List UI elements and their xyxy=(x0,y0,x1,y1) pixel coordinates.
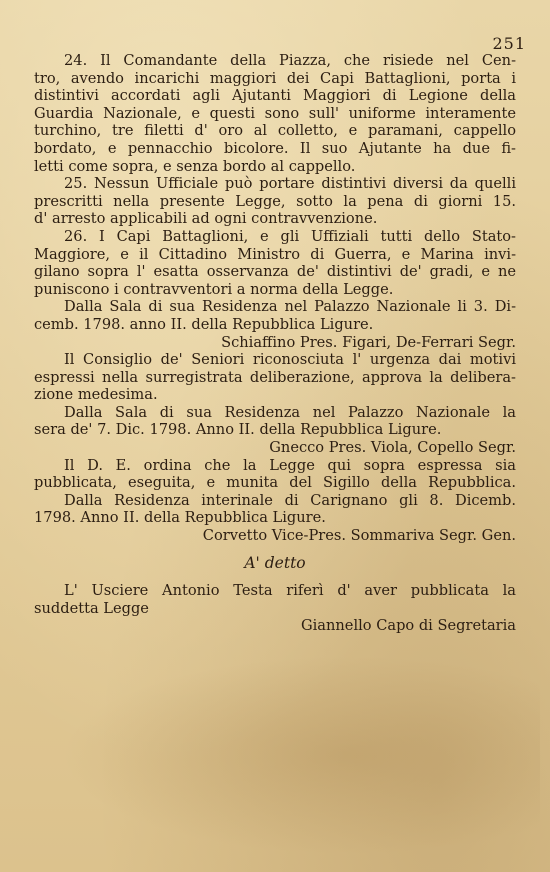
text-line: Il Consiglio de' Seniori riconosciuta l' urgenza dai motivi xyxy=(64,351,516,369)
text-line: Il D. E. ordina che la Legge qui sopra espressa sia xyxy=(64,456,516,474)
text-line: suddetta Legge xyxy=(34,599,149,617)
text-line: 1798. Anno II. della Repubblica Ligure. xyxy=(34,509,326,527)
line-spacer xyxy=(34,572,516,582)
text-line: 26. I Capi Battaglioni, e gli Uffiziali tutti dello Stato- xyxy=(64,227,516,245)
text-line: Guardia Nazionale, e questi sono sull' uniforme interamente xyxy=(34,104,516,122)
text-line: Dalla Residenza interinale di Carignano gli 8. Dicemb. xyxy=(64,491,516,509)
text-line: d' arresto applicabili ad ogni contravvenzione. xyxy=(34,210,378,228)
text-line: letti come sopra, e senza bordo al cappello. xyxy=(34,157,356,175)
text-line: Dalla Sala di sua Residenza nel Palazzo Nazionale la xyxy=(64,403,516,421)
text-line: prescritti nella presente Legge, sotto la pena di giorni 15. xyxy=(34,192,516,210)
text-line: 24. Il Comandante della Piazza, che risiede nel Cen- xyxy=(64,52,516,69)
page-number: 251 xyxy=(492,34,526,53)
text-line: zione medesima. xyxy=(34,386,158,404)
text-line: bordato, e pennacchio bicolore. Il suo Ajutante ha due fi- xyxy=(34,139,516,157)
text-line: Maggiore, e il Cittadino Ministro di Guerra, e Marina invi- xyxy=(34,245,516,263)
text-line: espressi nella surregistrata deliberazione, approva la delibera- xyxy=(34,368,516,386)
text-line: sera de' 7. Dic. 1798. Anno II. della Repubblica Ligure. xyxy=(34,421,442,439)
text-line: Corvetto Vice-Pres. Sommariva Segr. Gen. xyxy=(202,527,516,545)
text-line: Schiaffino Pres. Figari, De-Ferrari Segr. xyxy=(221,333,516,351)
text-line: 25. Nessun Ufficiale può portare distintivi diversi da quelli xyxy=(64,175,516,193)
line-spacer xyxy=(34,545,516,555)
water-stain xyxy=(60,655,540,855)
document-body xyxy=(34,52,516,635)
text-line: Gnecco Pres. Viola, Copello Segr. xyxy=(269,439,516,457)
text-line: Dalla Sala di sua Residenza nel Palazzo Nazionale li 3. Di- xyxy=(64,298,516,316)
text-line: Giannello Capo di Segretaria xyxy=(300,617,516,635)
text-line: tro, avendo incarichi maggiori dei Capi Battaglioni, porta i xyxy=(34,69,516,87)
text-line: gilano sopra l' esatta osservanza de' distintivi de' gradi, e ne xyxy=(34,263,516,281)
text-line: puniscono i contravventori a norma della Legge. xyxy=(34,280,394,298)
text-line: turchino, tre filetti d' oro al colletto, e paramani, cappello xyxy=(34,122,516,140)
text-line: L' Usciere Antonio Testa riferì d' aver pubblicata la xyxy=(64,582,516,600)
text-line: pubblicata, eseguita, e munita del Sigillo della Repubblica. xyxy=(34,474,516,492)
section-heading: A' detto xyxy=(244,554,306,572)
text-line: cemb. 1798. anno II. della Repubblica Ligure. xyxy=(34,315,374,333)
text-line: distintivi accordati agli Ajutanti Maggiori di Legione della xyxy=(34,87,516,105)
